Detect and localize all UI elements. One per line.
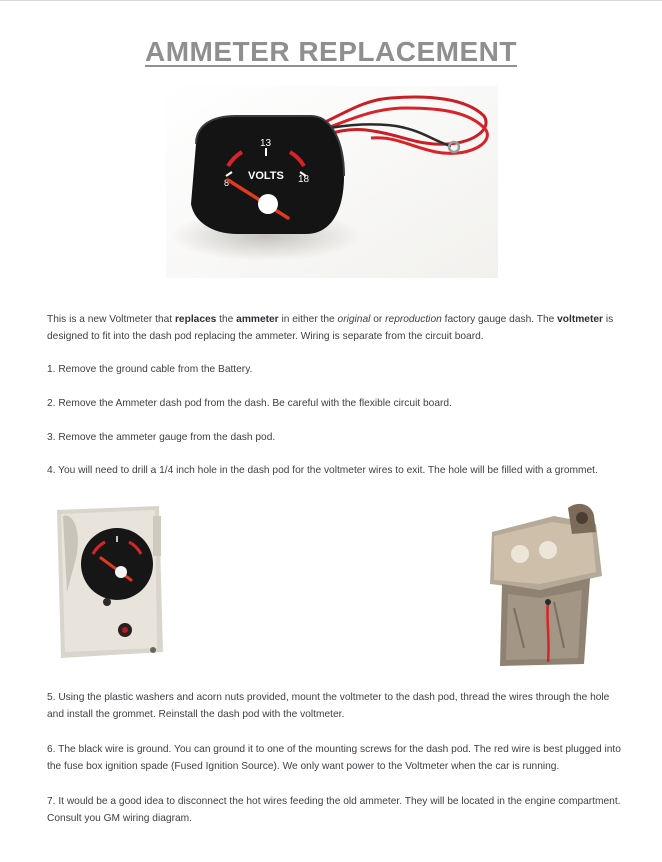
gauge-scale-18: 18 (298, 174, 310, 185)
dash-pod-gauge-photo (53, 502, 167, 664)
page-title-text: AMMETER REPLACEMENT (145, 36, 517, 67)
step-6: 6. The black wire is ground. You can ground it to one of the mounting screws for the dash pod. The red wire is best plugged into the fuse box ignition spade (Fused Ignition Source). We only want power to the Voltmeter when the car is running. (47, 744, 621, 772)
step-2: 2. Remove the Ammeter dash pod from the dash. Be careful with the flexible circuit board. (47, 398, 452, 409)
gauge-label: VOLTS (248, 170, 284, 182)
step-7: 7. It would be a good idea to disconnect the hot wires feeding the old ammeter. They will be located in the engine compartment. Consult you GM wiring diagram. (47, 796, 621, 824)
dash-pod-rear-photo (484, 498, 608, 668)
voltmeter-photo (166, 86, 498, 278)
gauge-scale-8: 8 (224, 178, 230, 188)
step-5: 5. Using the plastic washers and acorn nuts provided, mount the voltmeter to the dash pod, thread the wires through the hole and install the grommet. Reinstall the dash pod with the voltmeter. (47, 692, 610, 720)
intro-paragraph: This is a new Voltmeter that replaces the ammeter in either the original or reproduction factory gauge dash. The voltmeter is designed to fit into the dash pod replacing the ammeter. Wiring is separate from the circuit board. (47, 314, 614, 342)
page-title (0, 36, 662, 68)
step-4: 4. You will need to drill a 1/4 inch hole in the dash pod for the voltmeter wires to exit. The hole will be filled with a grommet. (47, 465, 598, 476)
step-1: 1. Remove the ground cable from the Battery. (47, 364, 253, 375)
gauge-scale-13: 13 (260, 138, 272, 149)
top-border (0, 0, 662, 1)
step-3: 3. Remove the ammeter gauge from the dash pod. (47, 432, 276, 443)
